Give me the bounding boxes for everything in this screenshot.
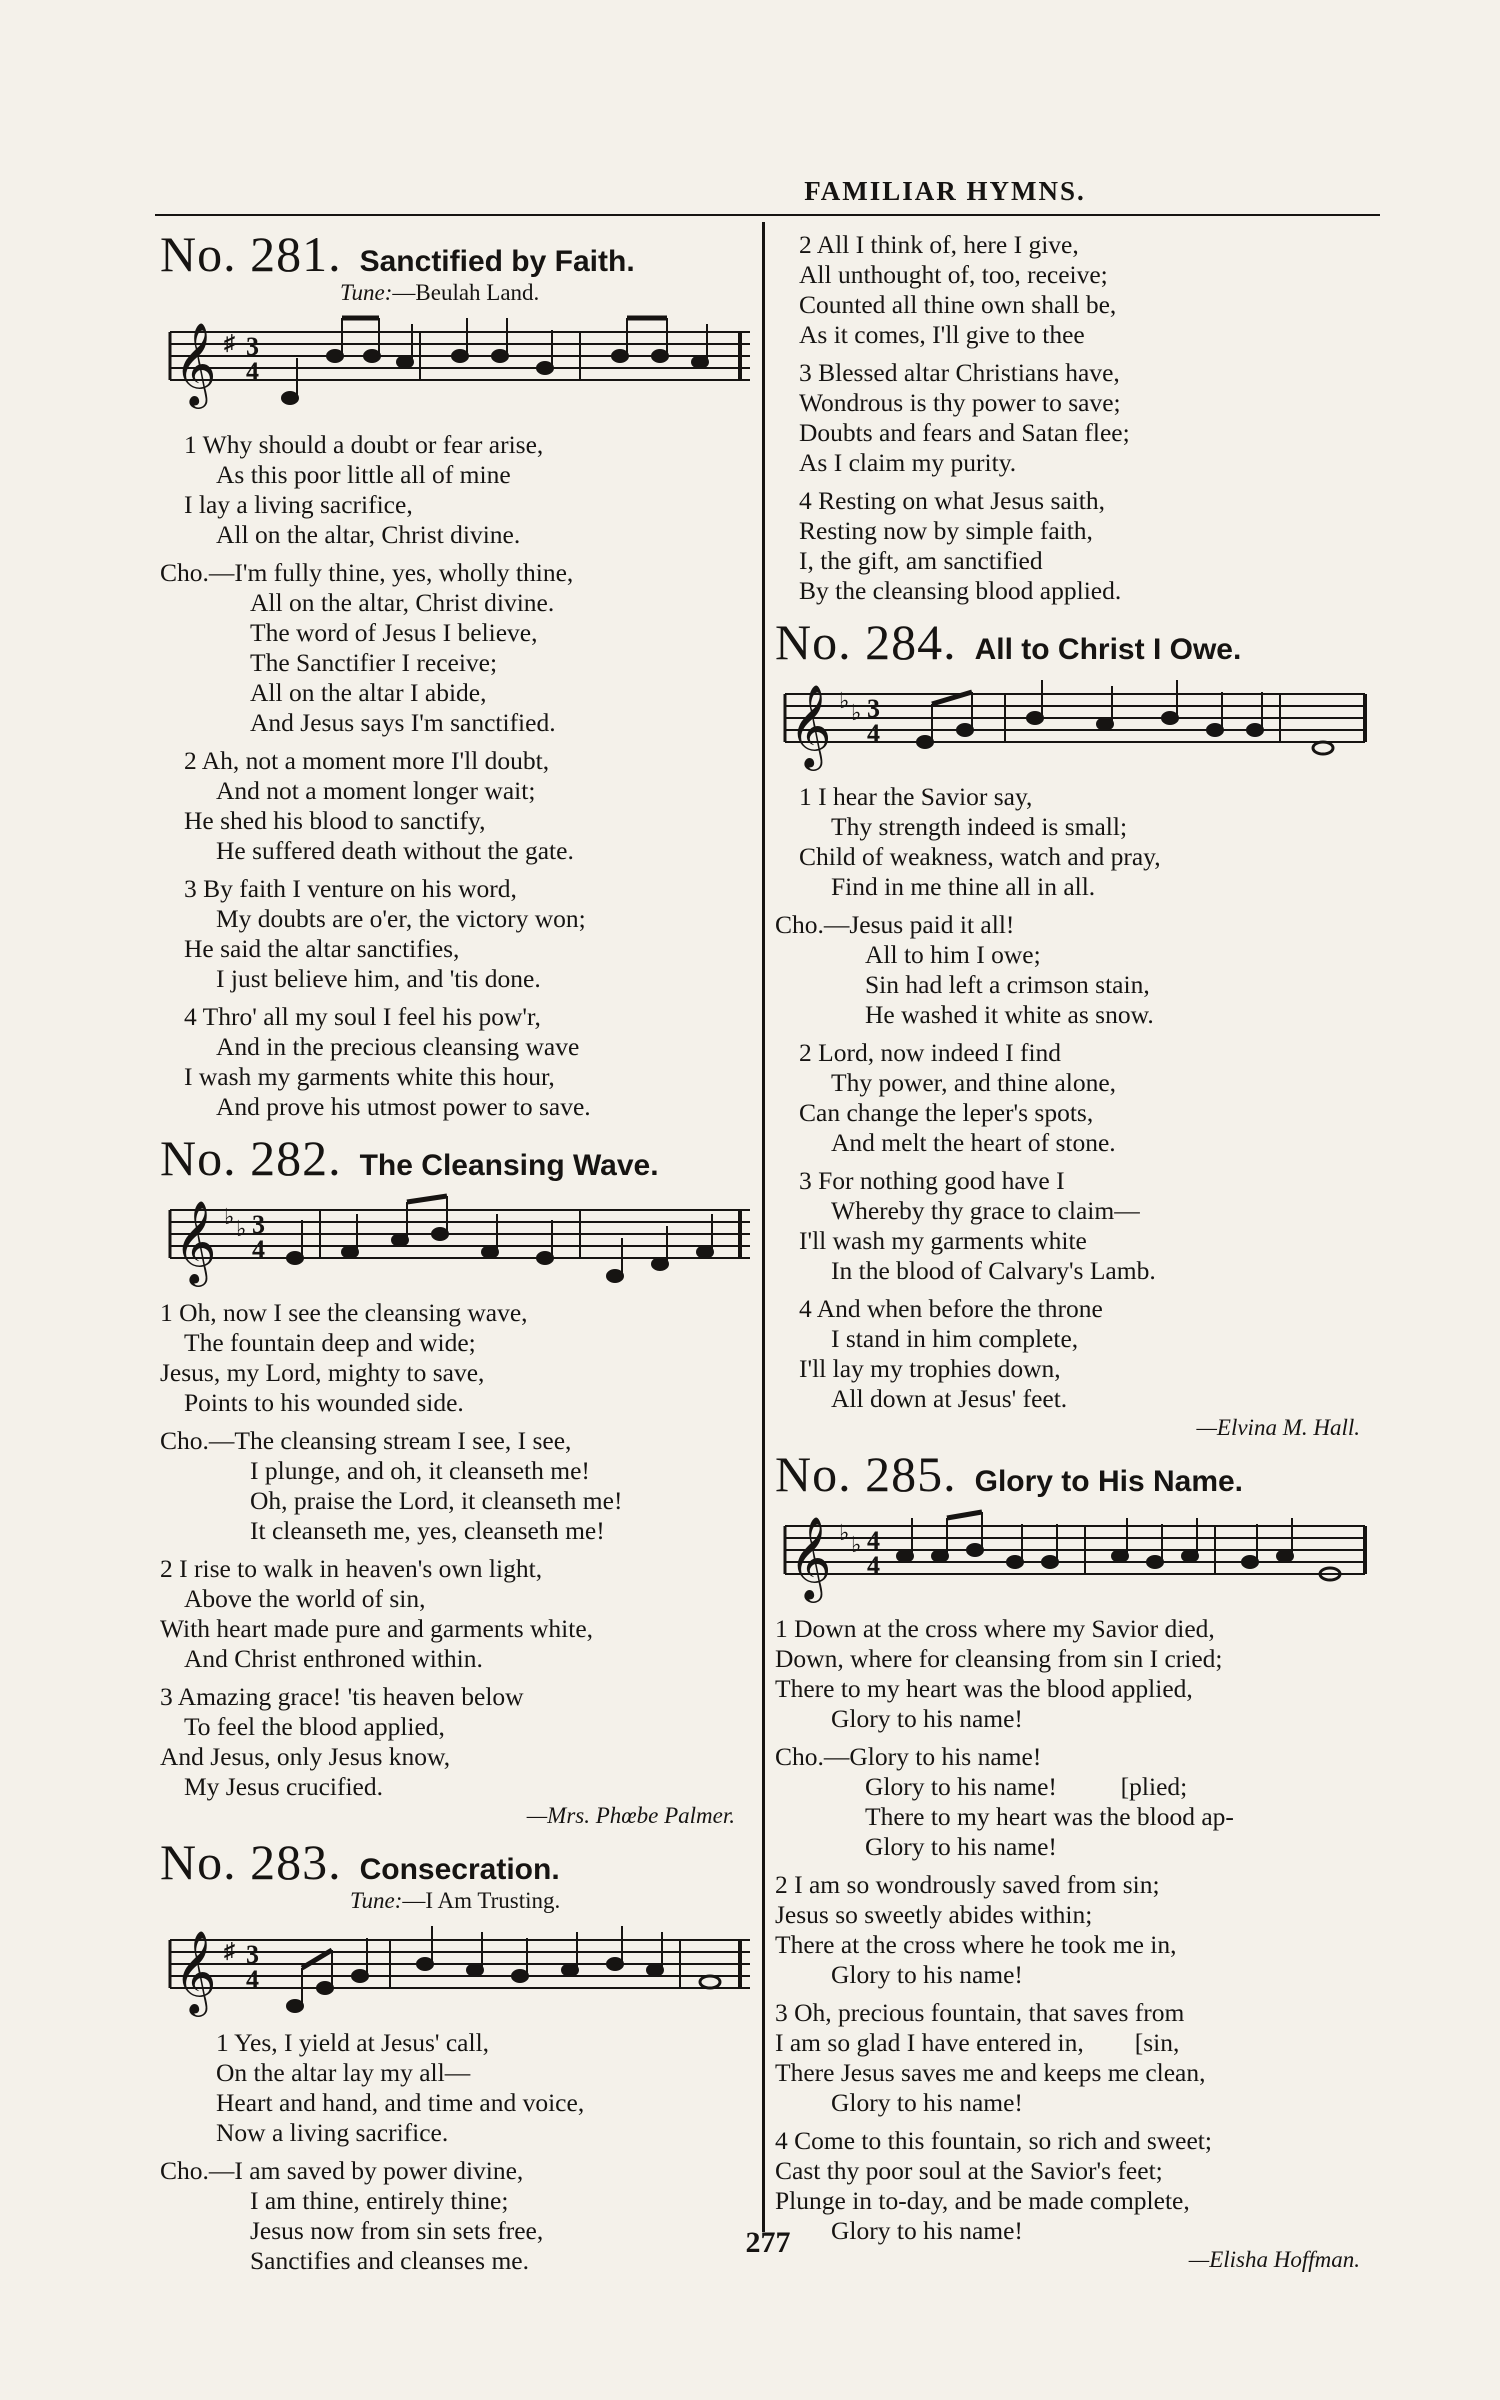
svg-text:𝄞: 𝄞 [174, 1199, 217, 1283]
verse-text [775, 782, 1380, 1442]
tune-label: Tune: [340, 280, 393, 305]
chorus-line: Cho.—I'm fully thine, yes, wholly thine, [160, 558, 574, 587]
svg-text:3: 3 [246, 1940, 259, 1969]
author-credit: —Elisha Hoffman. [1188, 2247, 1360, 2272]
chorus-line: Glory to his name! [plied; [865, 1772, 1188, 1801]
verse-line: Glory to his name! [831, 2088, 1023, 2117]
chorus-line: All to him I owe; [865, 940, 1041, 969]
chorus-line: Cho.—Glory to his name! [775, 1742, 1042, 1771]
hymn-number: No. 281. [160, 226, 342, 282]
hymn-number: No. 282. [160, 1130, 342, 1186]
verse-line: I just believe him, and 'tis done. [216, 964, 541, 993]
verse-line: And melt the heart of stone. [831, 1128, 1116, 1157]
chorus-line: And Jesus says I'm sanctified. [250, 708, 556, 737]
hymn-283 [160, 1836, 755, 2276]
verse-line: And Jesus, only Jesus know, [160, 1742, 451, 1771]
verse-line: And prove his utmost power to save. [216, 1092, 591, 1121]
column-divider [762, 222, 765, 2232]
right-column [775, 222, 1380, 2274]
svg-text:♭: ♭ [839, 688, 850, 713]
hymn-282 [160, 1132, 755, 1830]
music-staff-icon [160, 1918, 750, 2018]
verse-line: I'll wash my garments white [799, 1226, 1087, 1255]
hymn-281-continued [775, 230, 1380, 606]
svg-text:4: 4 [246, 357, 259, 386]
hymn-title: Sanctified by Faith. [359, 245, 635, 278]
chorus-line: Jesus now from sin sets free, [250, 2216, 544, 2245]
music-staff [160, 310, 755, 420]
verse-line: Find in me thine all in all. [831, 872, 1096, 901]
verse-line: 3 For nothing good have I [799, 1166, 1065, 1195]
svg-text:4: 4 [252, 1235, 265, 1264]
page-header: FAMILIAR HYMNS. [804, 176, 1086, 206]
tune-line [340, 280, 755, 306]
verse-line: All unthought of, too, receive; [799, 260, 1108, 289]
hymn-heading [775, 1448, 1380, 1500]
verse-line: 1 Oh, now I see the cleansing wave, [160, 1298, 528, 1327]
verse-line: I lay a living sacrifice, [184, 490, 413, 519]
verse-line: Heart and hand, and time and voice, [216, 2088, 585, 2117]
verse-line: Thy power, and thine alone, [831, 1068, 1117, 1097]
tune-label: Tune: [350, 1888, 403, 1913]
verse-text [160, 430, 755, 1122]
verse-line: I stand in him complete, [831, 1324, 1079, 1353]
hymn-heading [775, 616, 1380, 668]
svg-text:4: 4 [867, 1551, 880, 1580]
svg-text:♯: ♯ [224, 330, 235, 355]
chorus-line: I am thine, entirely thine; [250, 2186, 509, 2215]
verse-line: By the cleansing blood applied. [799, 576, 1122, 605]
music-staff-icon [160, 1188, 750, 1288]
hymn-285 [775, 1448, 1380, 2274]
verse-line: I am so glad I have entered in, [sin, [775, 2028, 1180, 2057]
svg-text:𝄞: 𝄞 [789, 683, 832, 767]
author-credit: —Mrs. Phœbe Palmer. [526, 1803, 735, 1828]
verse-line: Jesus, my Lord, mighty to save, [160, 1358, 485, 1387]
hymn-number: No. 284. [775, 614, 957, 670]
verse-line: He said the altar sanctifies, [184, 934, 460, 963]
tune-name: —I Am Trusting. [402, 1888, 561, 1913]
hymn-title: Glory to His Name. [974, 1465, 1244, 1498]
verse-line: Cast thy poor soul at the Savior's feet; [775, 2156, 1163, 2185]
verse-line: I, the gift, am sanctified [799, 546, 1043, 575]
verse-line: 3 Blessed altar Christians have, [799, 358, 1120, 387]
chorus-line: It cleanseth me, yes, cleanseth me! [250, 1516, 605, 1545]
svg-text:3: 3 [867, 694, 880, 723]
chorus-line: Glory to his name! [865, 1832, 1057, 1861]
music-staff [775, 1504, 1380, 1604]
svg-text:𝄞: 𝄞 [174, 1929, 217, 2013]
music-staff [775, 672, 1380, 772]
svg-text:♭: ♭ [851, 1532, 862, 1557]
verse-line: Plunge in to-day, and be made complete, [775, 2186, 1190, 2215]
verse-line: 4 And when before the throne [799, 1294, 1103, 1323]
chorus-line: All on the altar, Christ divine. [250, 588, 555, 617]
verse-line: Above the world of sin, [184, 1584, 426, 1613]
verse-line: Glory to his name! [831, 1704, 1023, 1733]
page-number: 277 [745, 2226, 791, 2259]
music-staff [160, 1188, 755, 1288]
verse-line: 2 I rise to walk in heaven's own light, [160, 1554, 543, 1583]
verse-line: Whereby thy grace to claim— [831, 1196, 1140, 1225]
verse-line: On the altar lay my all— [216, 2058, 471, 2087]
svg-text:3: 3 [246, 332, 259, 361]
verse-line: And Christ enthroned within. [184, 1644, 483, 1673]
verse-text [160, 1298, 755, 1830]
hymn-number: No. 285. [775, 1446, 957, 1502]
verse-line: 1 Yes, I yield at Jesus' call, [216, 2028, 490, 2057]
verse-line: And not a moment longer wait; [216, 776, 536, 805]
verse-line: The fountain deep and wide; [184, 1328, 476, 1357]
svg-text:♭: ♭ [839, 1520, 850, 1545]
chorus-line: I plunge, and oh, it cleanseth me! [250, 1456, 590, 1485]
left-column [160, 222, 755, 2276]
verse-line: 3 Amazing grace! 'tis heaven below [160, 1682, 524, 1711]
svg-text:3: 3 [252, 1210, 265, 1239]
header-rule [155, 214, 1380, 216]
svg-text:𝄞: 𝄞 [174, 321, 217, 405]
verse-line: Doubts and fears and Satan flee; [799, 418, 1130, 447]
chorus-line: Oh, praise the Lord, it cleanseth me! [250, 1486, 623, 1515]
hymn-number: No. 283. [160, 1834, 342, 1890]
chorus-line: There to my heart was the blood ap- [865, 1802, 1234, 1831]
chorus-line: Cho.—Jesus paid it all! [775, 910, 1015, 939]
verse-line: He shed his blood to sanctify, [184, 806, 486, 835]
hymn-heading [160, 1132, 755, 1184]
svg-text:4: 4 [246, 1965, 259, 1994]
verse-line: All down at Jesus' feet. [831, 1384, 1068, 1413]
hymn-title: The Cleansing Wave. [359, 1149, 659, 1182]
verse-line: I'll lay my trophies down, [799, 1354, 1061, 1383]
hymn-heading [160, 228, 755, 280]
verse-line: Wondrous is thy power to save; [799, 388, 1121, 417]
verse-line: He suffered death without the gate. [216, 836, 574, 865]
verse-line: 2 Lord, now indeed I find [799, 1038, 1062, 1067]
verse-line: My Jesus crucified. [184, 1772, 383, 1801]
chorus-line: Sanctifies and cleanses me. [250, 2246, 529, 2275]
verse-line: And in the precious cleansing wave [216, 1032, 580, 1061]
chorus-line: All on the altar I abide, [250, 678, 487, 707]
chorus-line: The word of Jesus I believe, [250, 618, 538, 647]
verse-line: My doubts are o'er, the victory won; [216, 904, 586, 933]
verse-line: All on the altar, Christ divine. [216, 520, 521, 549]
verse-line: Can change the leper's spots, [799, 1098, 1094, 1127]
chorus-line: Cho.—I am saved by power divine, [160, 2156, 524, 2185]
verse-text [160, 2028, 755, 2276]
verse-line: In the blood of Calvary's Lamb. [831, 1256, 1156, 1285]
hymn-281 [160, 228, 755, 1122]
verse-line: Glory to his name! [831, 1960, 1023, 1989]
hymn-title: Consecration. [359, 1853, 560, 1886]
verse-line: 1 I hear the Savior say, [799, 782, 1033, 811]
verse-line: 2 Ah, not a moment more I'll doubt, [184, 746, 550, 775]
chorus-line: Sin had left a crimson stain, [865, 970, 1150, 999]
hymn-heading [160, 1836, 755, 1888]
verse-line: As I claim my purity. [799, 448, 1017, 477]
svg-text:4: 4 [867, 719, 880, 748]
hymn-284 [775, 616, 1380, 1442]
svg-text:♭: ♭ [236, 1216, 247, 1241]
verse-line: Points to his wounded side. [184, 1388, 464, 1417]
svg-text:♯: ♯ [224, 1938, 235, 1963]
verse-line: To feel the blood applied, [184, 1712, 445, 1741]
svg-text:4: 4 [867, 1526, 880, 1555]
music-staff [160, 1918, 755, 2018]
verse-line: As it comes, I'll give to thee [799, 320, 1085, 349]
svg-text:♭: ♭ [851, 700, 862, 725]
verse-line: 4 Resting on what Jesus saith, [799, 486, 1105, 515]
verse-text [775, 1614, 1380, 2274]
music-staff-icon [775, 1504, 1375, 1604]
verse-line: 4 Come to this fountain, so rich and sweet; [775, 2126, 1212, 2155]
verse-line: Down, where for cleansing from sin I cried; [775, 1644, 1223, 1673]
verse-line: 1 Down at the cross where my Savior died, [775, 1614, 1215, 1643]
verse-line: Counted all thine own shall be, [799, 290, 1117, 319]
verse-line: I wash my garments white this hour, [184, 1062, 555, 1091]
verse-line: 3 By faith I venture on his word, [184, 874, 517, 903]
verse-line: There at the cross where he took me in, [775, 1930, 1177, 1959]
verse-line: Now a living sacrifice. [216, 2118, 449, 2147]
verse-line: There to my heart was the blood applied, [775, 1674, 1193, 1703]
music-staff-icon [775, 672, 1375, 772]
chorus-line: The Sanctifier I receive; [250, 648, 498, 677]
tune-line [350, 1888, 755, 1914]
verse-line: Child of weakness, watch and pray, [799, 842, 1161, 871]
hymn-title: All to Christ I Owe. [974, 633, 1242, 666]
verse-line: Resting now by simple faith, [799, 516, 1093, 545]
chorus-line: Cho.—The cleansing stream I see, I see, [160, 1426, 572, 1455]
tune-name: —Beulah Land. [392, 280, 540, 305]
verse-line: There Jesus saves me and keeps me clean, [775, 2058, 1206, 2087]
music-staff-icon [160, 310, 750, 420]
verse-line: As this poor little all of mine [216, 460, 511, 489]
verse-line: Glory to his name! [831, 2216, 1023, 2245]
svg-text:♭: ♭ [224, 1204, 235, 1229]
verse-line: 3 Oh, precious fountain, that saves from [775, 1998, 1185, 2027]
verse-line: 2 All I think of, here I give, [799, 230, 1079, 259]
verse-line: 4 Thro' all my soul I feel his pow'r, [184, 1002, 541, 1031]
verse-line: With heart made pure and garments white, [160, 1614, 594, 1643]
verse-line: Thy strength indeed is small; [831, 812, 1128, 841]
verse-line: 1 Why should a doubt or fear arise, [184, 430, 544, 459]
verse-line: Jesus so sweetly abides within; [775, 1900, 1093, 1929]
svg-text:𝄞: 𝄞 [789, 1515, 832, 1599]
verse-line: 2 I am so wondrously saved from sin; [775, 1870, 1160, 1899]
author-credit: —Elvina M. Hall. [1196, 1415, 1360, 1440]
chorus-line: He washed it white as snow. [865, 1000, 1154, 1029]
